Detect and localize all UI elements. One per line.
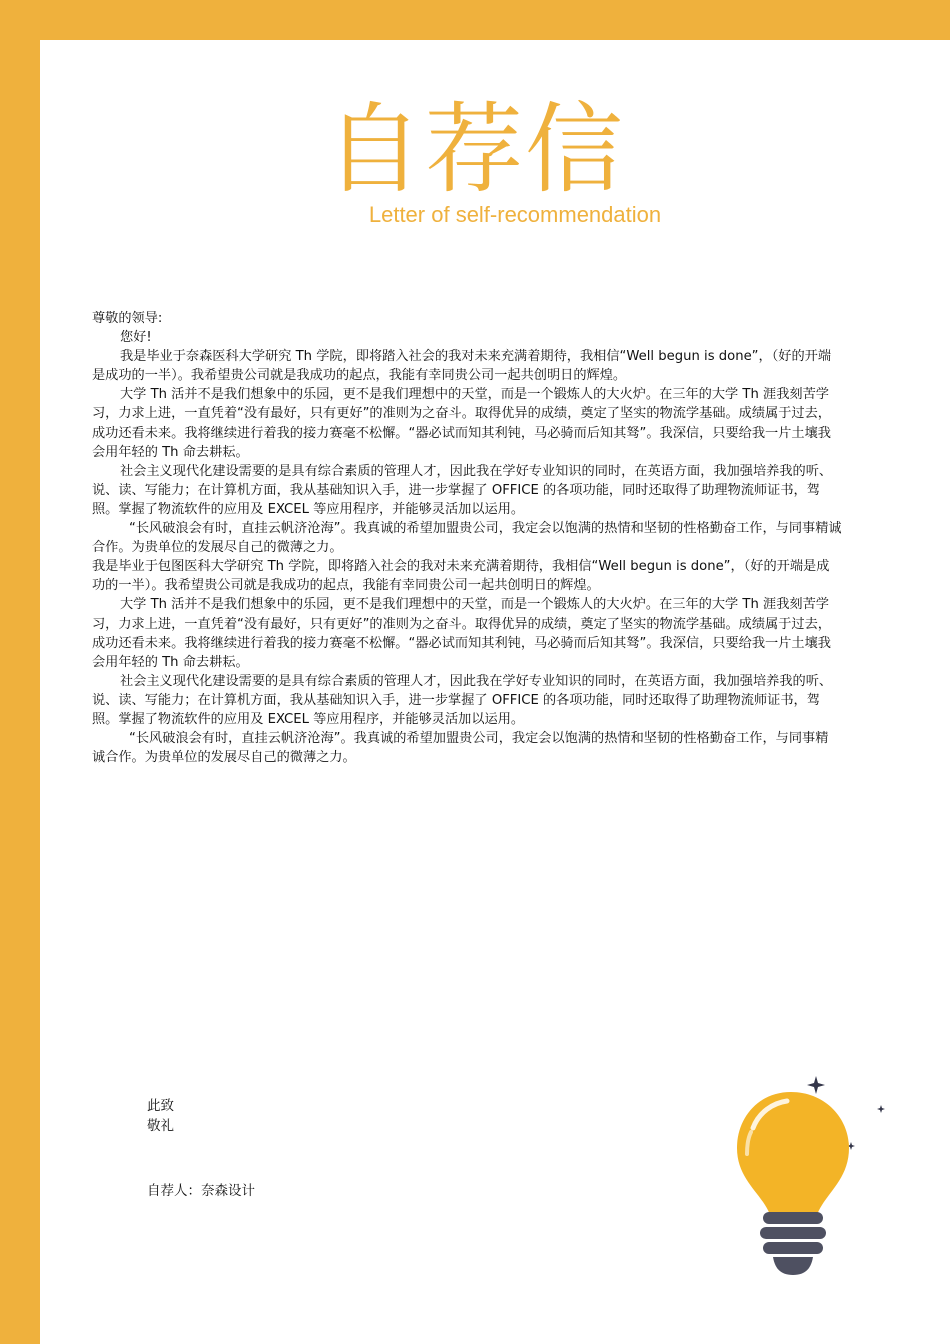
paragraph-3: 社会主义现代化建设需要的是具有综合素质的管理人才，因此我在学好专业知识的同时，在英语方面，我加强培养我的听、说、读、写能力；在计算机方面，我从基础知识入手，进一步掌握了 OFFICE 的各项功能，同时还取得了助理物流师证书，驾照。掌握了物流软件的应用及 EXCEL 等应用程序，并能够灵活加以运用。 [92,463,833,517]
page-subtitle: Letter of self-recommendation [368,202,662,227]
paragraph-4: “长风破浪会有时，直挂云帆济沧海”。我真诚的希望加盟贵公司，我定会以饱满的热情和坚韧的性格勤奋工作，与同事精诚合作。为贵单位的发展尽自己的微薄之力。 [92,521,842,556]
paragraph-5: 我是毕业于包图医科大学研究 Th 学院，即将踏入社会的我对未来充满着期待，我相信“Well begun is done”，（好的开端是成功的一半）。我希望贵公司就是我成功的起点，我能有幸同贵公司一起共创明日的辉煌。 [92,559,830,594]
paragraph-7: 社会主义现代化建设需要的是具有综合素质的管理人才，因此我在学好专业知识的同时，在英语方面，我加强培养我的听、说、读、写能力；在计算机方面，我从基础知识入手，进一步掌握了 OFFICE 的各项功能，同时还取得了助理物流师证书，驾照。掌握了物流软件的应用及 EXCEL 等应用程序，并能够灵活加以运用。 [92,673,833,727]
bulb-base-ring [760,1227,826,1239]
sparkle-icon [877,1105,885,1113]
sparkle-icon [807,1076,825,1094]
paragraph-8: “长风破浪会有时，直挂云帆济沧海”。我真诚的希望加盟贵公司，我定会以饱满的热情和坚韧的性格勤奋工作，与同事精 [129,731,829,747]
page-title: 自荐信 [324,93,625,207]
signature: 自荐人：奈森设计 [147,1183,255,1199]
closing-line-2: 敬礼 [147,1118,174,1134]
paragraph-1: 我是毕业于奈森医科大学研究 Th 学院，即将踏入社会的我对未来充满着期待，我相信“Well begun is done”，（好的开端是成功的一半）。我希望贵公司就是我成功的起点，我能有幸同贵公司一起共创明日的辉煌。 [92,349,832,384]
closing-line-1: 此致 [147,1098,174,1114]
paragraph-6: 大学 Th 活并不是我们想象中的乐园，更不是我们理想中的天堂，而是一个锻炼人的大火炉。在三年的大学 Th 涯我刻苦学习，力求上进，一直凭着“没有最好，只有更好”的准则为之奋斗。取得优异的成绩，奠定了坚实的物流学基础。成绩属于过去，成功还看未来。我将继续进行着我的接力赛毫不松懈。“器必试而知其利钝，马必骑而后知其驽”。我深信，只要给我一片土壤我会用年轻的 Th 命去耕耘。 [92,597,831,670]
greeting: 您好! [120,330,152,346]
paragraph-2: 大学 Th 活并不是我们想象中的乐园，更不是我们理想中的天堂，而是一个锻炼人的大火炉。在三年的大学 Th 涯我刻苦学习，力求上进，一直凭着“没有最好，只有更好”的准则为之奋斗。取得优异的成绩，奠定了坚实的物流学基础。成绩属于过去，成功还看未来。我将继续进行着我的接力赛毫不松懈。“器必试而知其利钝，马必骑而后知其驽”。我深信，只要给我一片土壤我会用年轻的 Th 命去耕耘。 [92,387,831,460]
bulb-glass [737,1092,849,1224]
bulb-base-ring [763,1242,823,1254]
bulb-base-tip [773,1257,813,1275]
paragraph-9: 诚合作。为贵单位的发展尽自己的微薄之力。 [92,750,356,766]
bulb-base-ring [763,1212,823,1224]
lightbulb-icon [725,1072,895,1282]
salutation: 尊敬的领导: [92,311,163,326]
closing [147,1096,174,1136]
letter-body [92,309,842,767]
